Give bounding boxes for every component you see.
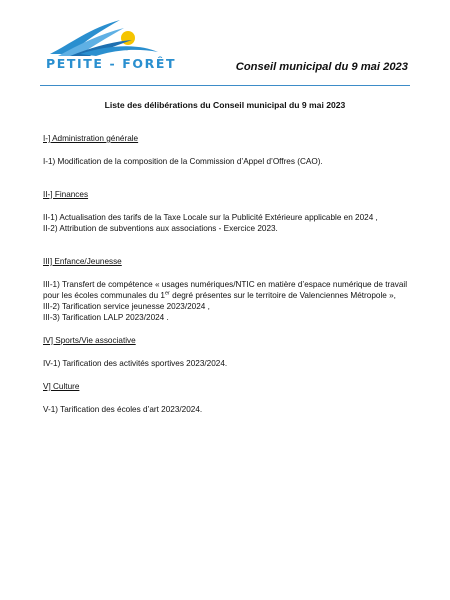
section-heading-finances: II-] Finances <box>43 190 89 199</box>
list-item: V-1) Tarification des écoles d’art 2023/2024. <box>43 405 203 414</box>
logo-emblem <box>40 14 170 60</box>
section-heading-culture: V] Culture <box>43 382 80 391</box>
item-text: III-1) Transfert de compétence « usages numériques/NTIC en matière d’espace numérique de travail pour les écoles communales du 1 <box>43 280 408 300</box>
list-item: II-2) Attribution de subventions aux associations - Exercice 2023. <box>43 224 278 233</box>
deliberations-list <box>43 133 413 415</box>
section-heading-sports: IV] Sports/Vie associative <box>43 336 136 345</box>
list-item: II-1) Actualisation des tarifs de la Taxe Locale sur la Publicité Extérieure applicable en 2024 , <box>43 213 378 222</box>
document-title: Liste des délibérations du Conseil municipal du 9 mai 2023 <box>104 100 346 110</box>
list-item <box>43 279 413 301</box>
meeting-title: Conseil municipal du 9 mai 2023 <box>235 61 408 73</box>
item-text: degré présentes sur le territoire de Valenciennes Métropole », <box>169 291 396 300</box>
list-item: III-3) Tarification LALP 2023/2024 . <box>43 313 169 322</box>
section-heading-administration: I-] Administration générale <box>43 134 139 143</box>
list-item: III-2) Tarification service jeunesse 2023/2024 , <box>43 302 210 311</box>
stroke-shape <box>80 46 158 56</box>
section-heading-enfance-jeunesse: III] Enfance/Jeunesse <box>43 257 122 266</box>
ordinal-suffix: er <box>164 290 170 297</box>
list-item: IV-1) Tarification des activités sportives 2023/2024. <box>43 359 228 368</box>
list-item: I-1) Modification de la composition de la Commission d’Appel d’Offres (CAO). <box>43 157 323 166</box>
town-logo <box>40 14 177 76</box>
header-divider <box>40 85 410 86</box>
logo-text: PETITE - FORÊT <box>46 56 177 71</box>
